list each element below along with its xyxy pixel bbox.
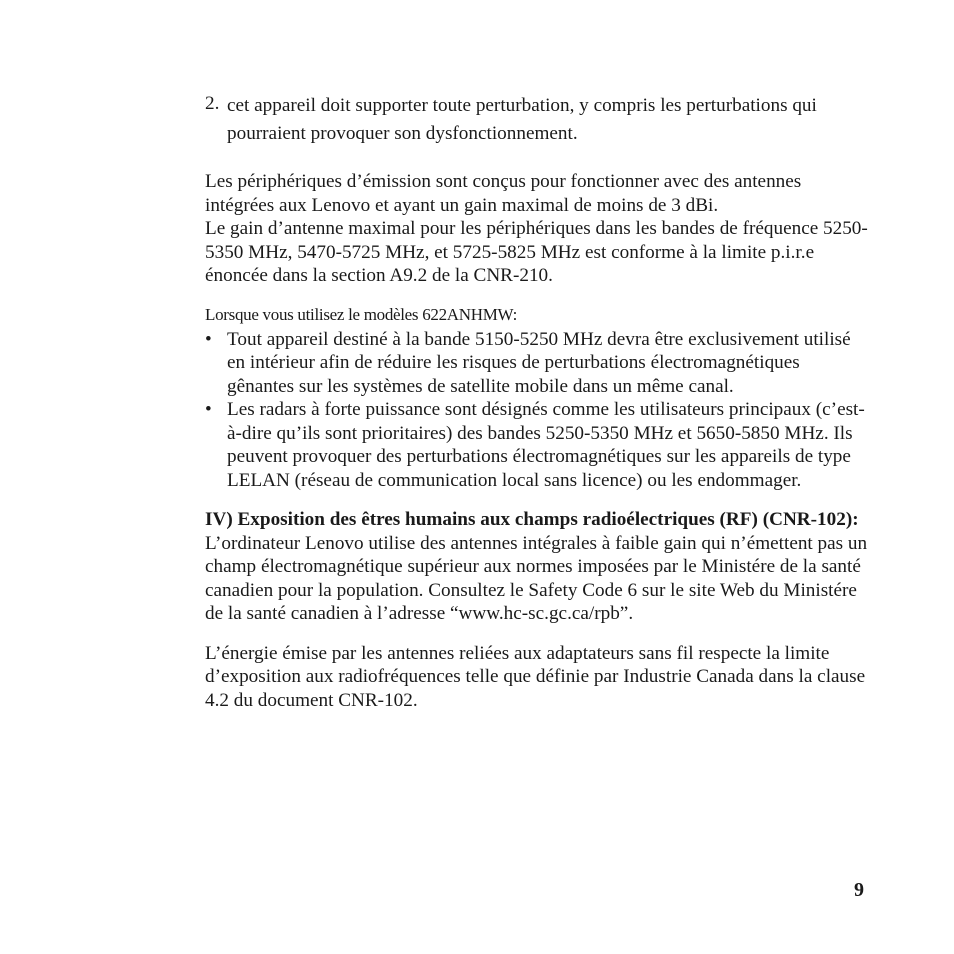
numbered-item-2	[205, 92, 870, 148]
paragraph-gain: Le gain d’antenne maximal pour les périphériques dans les bandes de fréquence 5250-5350 MHz, 5470-5725 MHz, et 5725-5825 MHz est conforme à la limite p.i.r.e énoncée dans la section A9.2 de la CNR-210.	[205, 218, 868, 286]
item-number: 2.	[205, 93, 220, 114]
list-item	[205, 328, 870, 399]
bullet-list	[205, 328, 870, 493]
paragraph-energy: L’énergie émise par les antennes reliées aux adaptateurs sans fil respecte la limite d’exposition aux radiofréquences telle que définie par Industrie Canada dans la clause 4.2 du document CNR-102.	[205, 642, 866, 711]
paragraph-model: Lorsque vous utilisez le modèles 622ANHMW:	[205, 304, 518, 324]
page-number: 9	[854, 879, 864, 901]
page-content	[205, 92, 870, 712]
paragraph-exposure: L’ordinateur Lenovo utilise des antennes intégrales à faible gain qui n’émettent pas un champ électromagnétique supérieur aux normes imposées par le Ministére de la santé canadien pour la population. Consultez le Safety Code 6 sur le site Web du Ministére de la santé canadien à l’adresse “www.hc-sc.gc.ca/rpb”.	[205, 532, 868, 624]
section-heading: IV) Exposition des êtres humains aux champs radioélectriques (RF) (CNR-102):	[205, 509, 859, 530]
bullet-icon: •	[205, 328, 212, 350]
bullet-text: Tout appareil destiné à la bande 5150-5250 MHz devra être exclusivement utilisé en intérieur afin de réduire les risques de perturbations électromagnétiques gênantes sur les systèmes de satellite mobile dans un même canal.	[227, 328, 851, 397]
list-item	[205, 398, 870, 492]
paragraph-emission: Les périphériques d’émission sont conçus pour fonctionner avec des antennes intégrées aux Lenovo et ayant un gain maximal de moins de 3 dBi.	[205, 171, 802, 216]
bullet-text: Les radars à forte puissance sont désignés comme les utilisateurs principaux (c’est-à-dire qu’ils sont prioritaires) des bandes 5250-5350 MHz et 5650-5850 MHz. Ils peuvent provoquer des perturbations électromagnétiques sur les appareils de type LELAN (réseau de communication local sans licence) ou les endommager.	[227, 399, 865, 491]
bullet-icon: •	[205, 399, 212, 420]
item-text: cet appareil doit supporter toute perturbation, y compris les perturbations qui pourraient provoquer son dysfonctionnement.	[227, 95, 817, 144]
